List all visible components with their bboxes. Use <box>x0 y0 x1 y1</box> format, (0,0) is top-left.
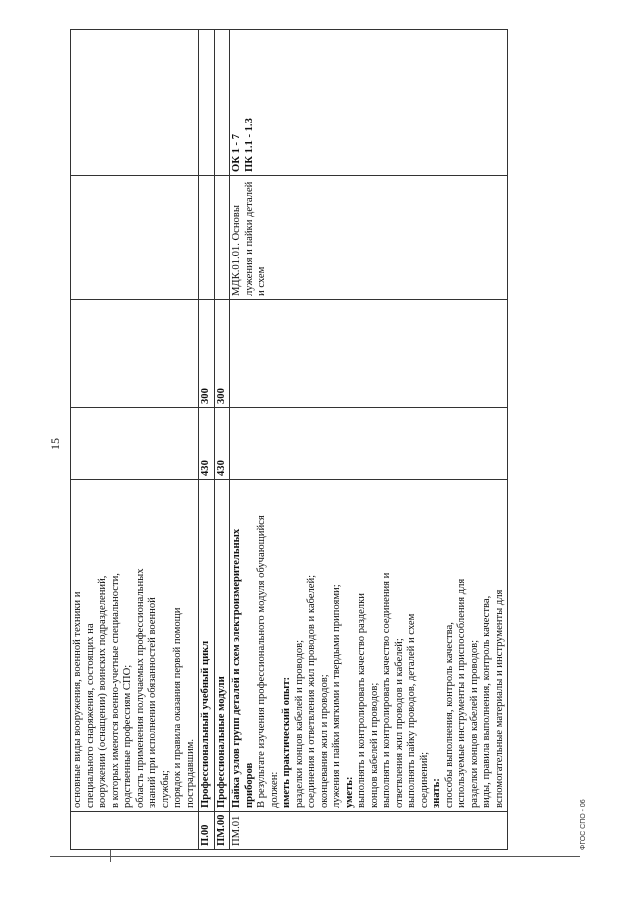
text-line: соединений; <box>418 751 430 808</box>
text-line: выполнять и контролировать качество соединения и <box>381 572 392 808</box>
text-line: основные виды вооружения, военной техники и <box>72 591 83 808</box>
text-line: пострадавшим. <box>184 739 196 808</box>
max-hours-cell: 430 <box>214 408 230 480</box>
text-line: ответвления жил проводов и кабелей; <box>393 638 405 808</box>
text-line: в которых имеются военно-учетные специальности, <box>109 573 121 808</box>
module-title: Пайка узлов групп деталей и схем электроизмерительных приборов <box>231 528 255 808</box>
knowledge-heading: знать: <box>431 778 442 808</box>
max-hours-cell <box>230 408 508 480</box>
general-competences: ОК 1 - 7 <box>231 134 242 172</box>
curriculum-table <box>70 29 508 850</box>
module-intro: В результате изучения профессионального модуля обучающийся должен: <box>256 515 280 808</box>
max-hours-cell: 430 <box>199 408 215 480</box>
table-row <box>199 30 215 850</box>
skills-heading: уметь: <box>343 776 355 808</box>
competence-cell <box>230 30 508 176</box>
mdk-cell <box>71 176 199 300</box>
rotated-page <box>44 30 604 850</box>
experience-heading: иметь практический опыт: <box>281 676 292 808</box>
index-cell: П.00 <box>199 812 215 850</box>
index-cell: ПМ.01 <box>230 812 508 850</box>
max-hours-cell <box>71 408 199 480</box>
table-row <box>71 30 199 850</box>
description-cell: Профессиональный учебный цикл <box>199 480 215 812</box>
text-line: лужения и пайки мягкими и твердыми припоями; <box>331 584 342 808</box>
text-line: виды, правила выполнения, контроль качества, <box>481 595 492 808</box>
text-line: специального снаряжения, состоящих на <box>84 623 96 808</box>
required-hours-cell: 300 <box>199 300 215 408</box>
index-cell <box>71 812 199 850</box>
mdk-cell <box>214 176 230 300</box>
required-hours-cell <box>71 300 199 408</box>
text-line: выполнять и контролировать качество разделки <box>356 593 367 808</box>
table-row <box>214 30 230 850</box>
bottom-tick <box>110 850 111 862</box>
text-line: вооружении (оснащении) воинских подразделений, <box>97 575 108 808</box>
mdk-cell: МДК.01.01. Основы лужения и пайки деталей и схем <box>230 176 508 300</box>
text-line: выполнять пайку проводов, деталей и схем <box>406 613 417 808</box>
text-line: порядок и правила оказания первой помощи <box>172 607 183 808</box>
text-line: используемые инструменты и приспособления для <box>456 578 467 808</box>
competence-cell <box>71 30 199 176</box>
text-line: концов кабелей и проводов; <box>368 682 380 808</box>
index-cell: ПМ.00 <box>214 812 230 850</box>
professional-competences: ПК 1.1 - 1.3 <box>243 118 255 172</box>
description-cell <box>71 480 199 812</box>
competence-cell <box>214 30 230 176</box>
text-line: оконцевания жил и проводов; <box>318 674 330 808</box>
text-line: вспомогательные материалы и инструменты для <box>493 589 505 808</box>
page-number: 15 <box>48 438 62 450</box>
text-line: разделки концов кабелей и проводов; <box>293 639 305 808</box>
bottom-rule <box>50 856 580 857</box>
text-line: разделки концов кабелей и проводов; <box>468 639 480 808</box>
text-line: область применения получаемых профессиональных <box>134 568 146 808</box>
competence-cell <box>199 30 215 176</box>
text-line: знаний при исполнении обязанностей военной <box>147 597 158 808</box>
description-cell <box>230 480 508 812</box>
text-line: службы; <box>159 770 171 808</box>
table-row <box>230 30 508 850</box>
mdk-cell <box>199 176 215 300</box>
text-line: соединения и ответвления жил проводов и кабелей; <box>306 574 317 808</box>
required-hours-cell: 300 <box>214 300 230 408</box>
required-hours-cell <box>230 300 508 408</box>
text-line: родственные профессиям СПО; <box>122 664 133 808</box>
text-line: способы выполнения, контроль качества, <box>443 622 455 808</box>
standard-footer: ФГОС СПО - 06 <box>580 799 587 850</box>
description-cell: Профессиональные модули <box>214 480 230 812</box>
